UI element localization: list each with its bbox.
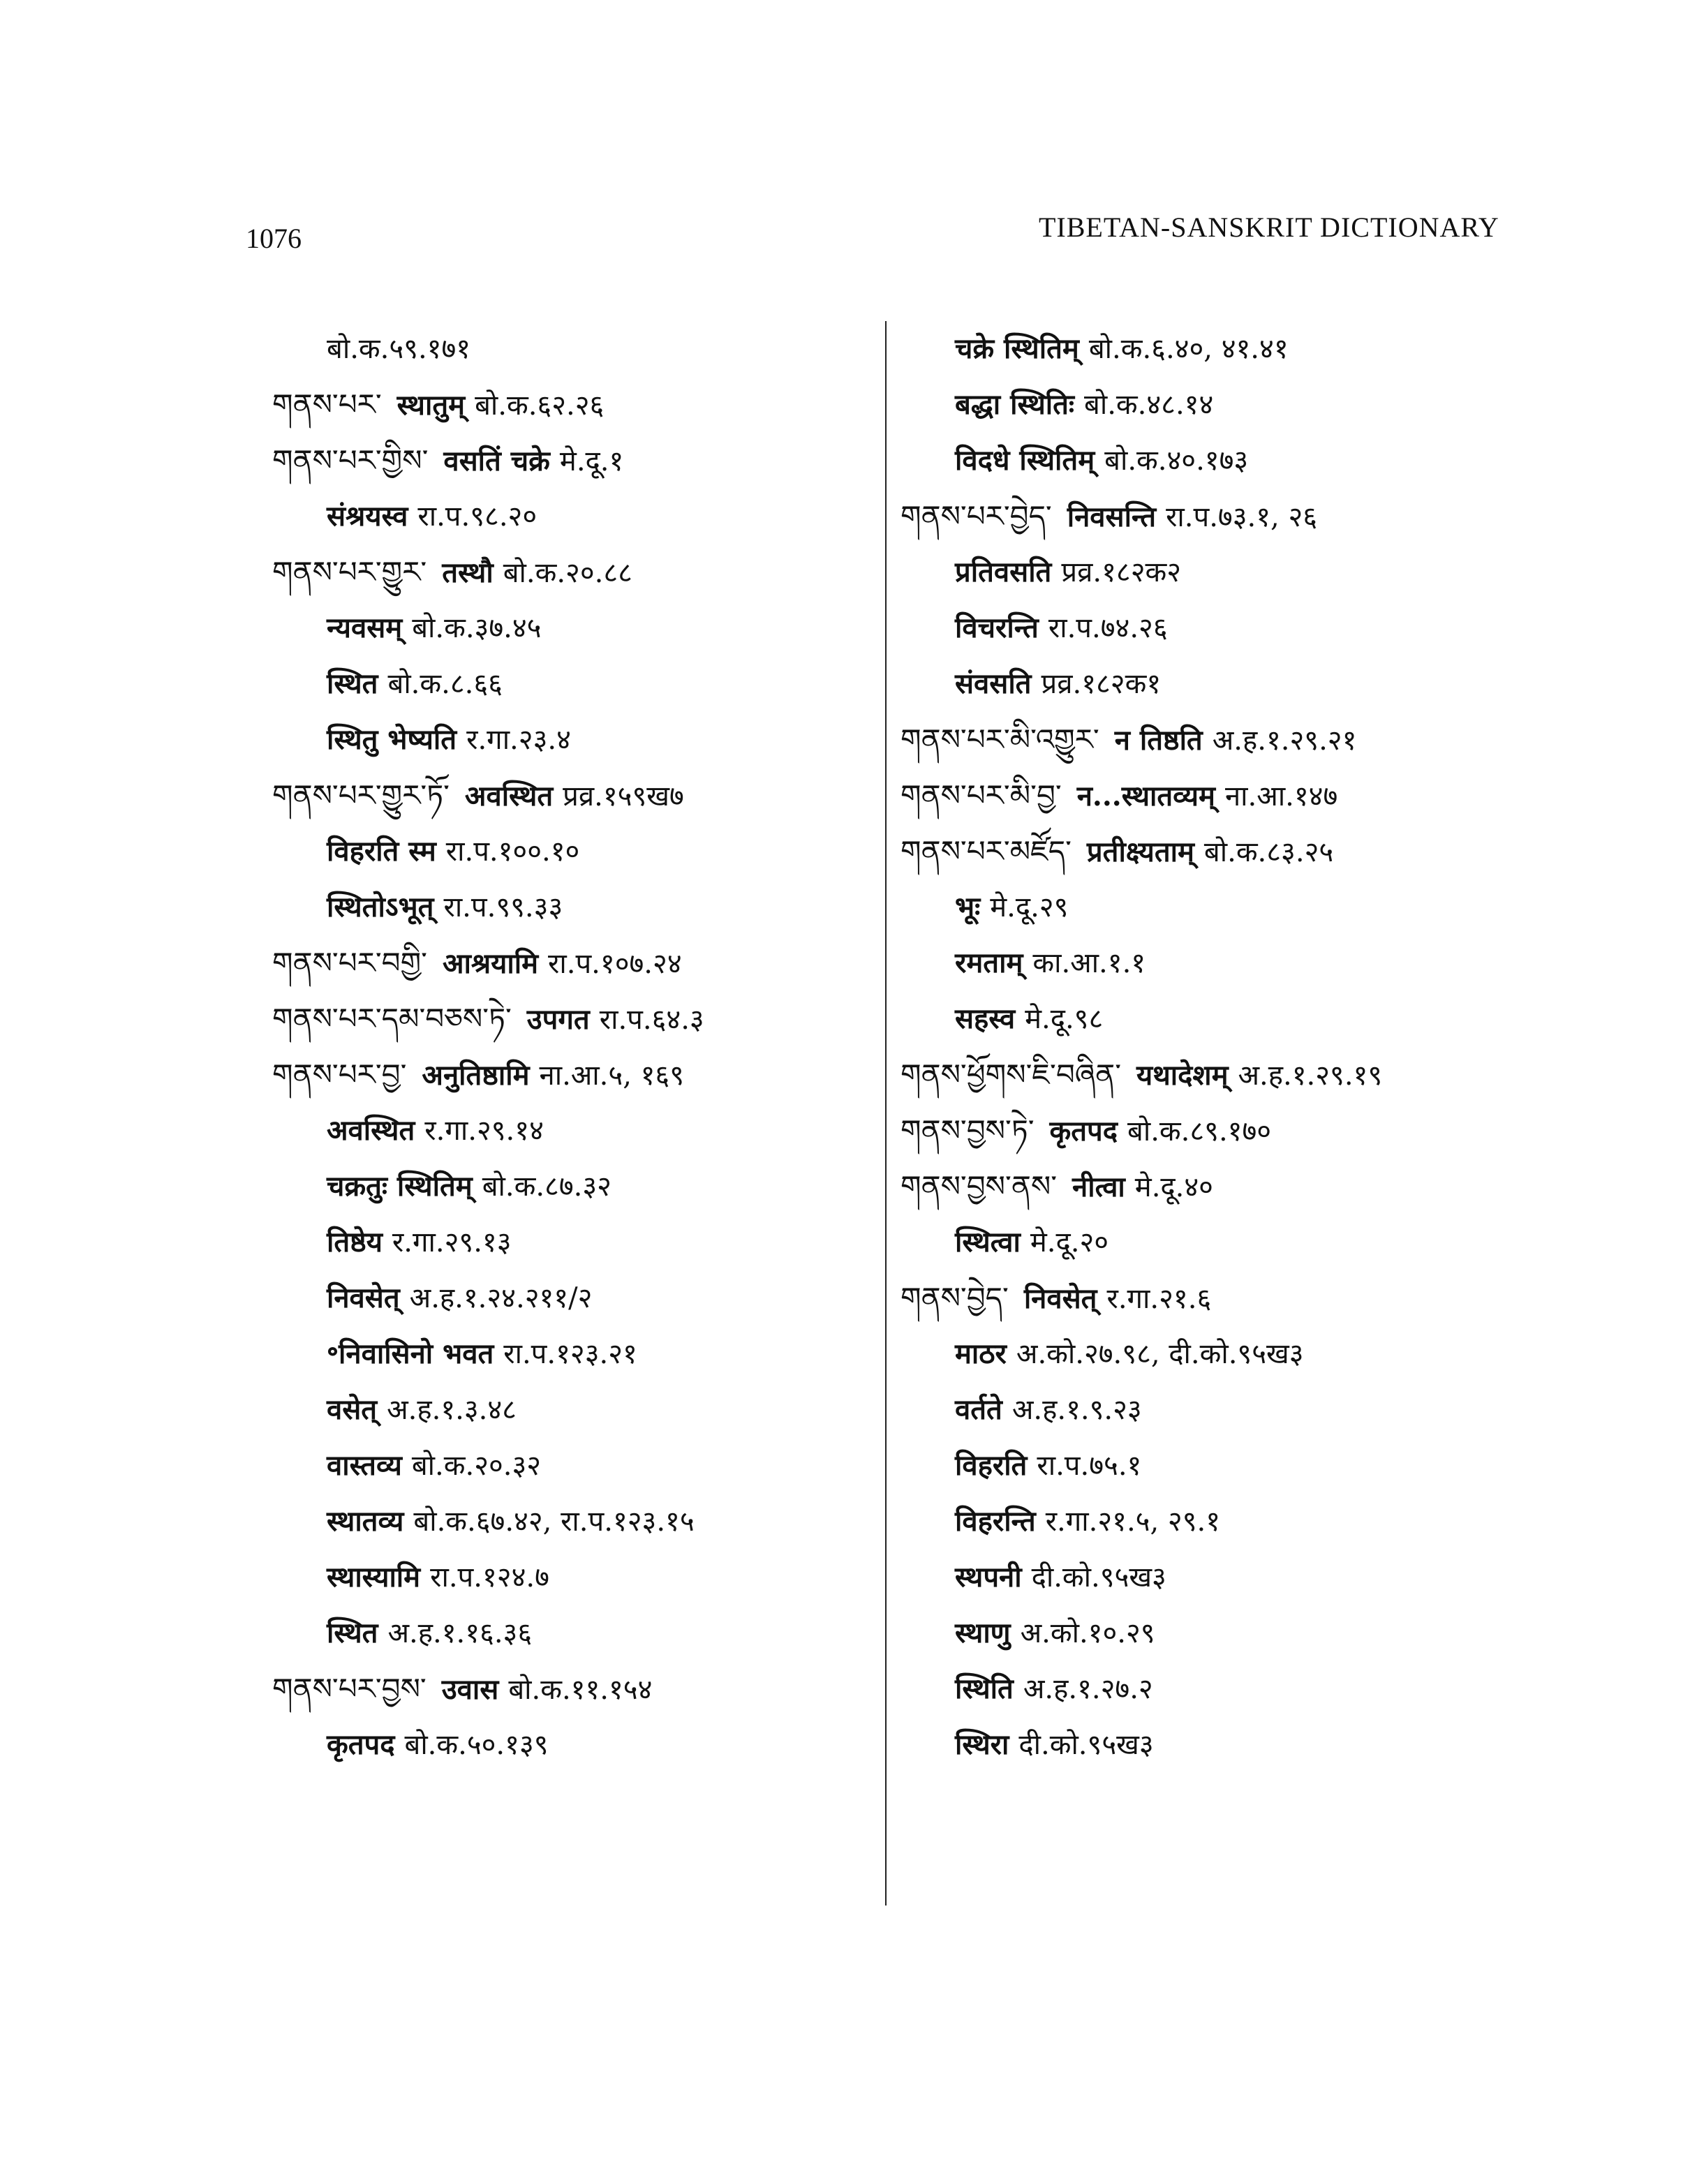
sanskrit-equivalent: आश्रयामि [442,947,539,980]
dictionary-entry [272,935,873,991]
dictionary-subentry [900,377,1599,433]
page-number: 1076 [246,223,302,254]
dictionary-entry [272,1661,873,1717]
source-reference: बो.क.४०.१७३ [1104,445,1249,477]
sanskrit-equivalent: यथादेशम् [1136,1059,1229,1092]
tibetan-headword: གནས་པར་བགྱི་ [272,946,427,980]
sanskrit-equivalent: बद्धा स्थितिः [955,388,1075,421]
sanskrit-equivalent: चक्रे स्थितिम् [955,332,1079,365]
dictionary-entry [900,1270,1599,1326]
dictionary-subentry [900,656,1599,712]
dictionary-entry [272,768,873,824]
dictionary-subentry [900,321,1599,377]
sanskrit-equivalent: कृतपद [1049,1115,1118,1147]
sanskrit-equivalent: विदधे स्थितिम् [955,444,1095,477]
dictionary-entry [272,377,873,433]
source-reference: रा.प.७३.१, २६ [1166,501,1318,533]
source-reference: बो.क.४८.१४ [1084,389,1214,421]
source-reference: मे.दू.२९ [990,891,1069,923]
dictionary-subentry [900,1494,1599,1550]
source-reference: मे.दू.९८ [1025,1003,1104,1035]
sanskrit-equivalent: स्थाणु [955,1617,1011,1649]
sanskrit-equivalent: कृतपद [327,1728,395,1761]
dictionary-entry [272,433,873,489]
dictionary-subentry [900,544,1599,600]
sanskrit-equivalent: संश्रयस्व [327,500,408,533]
sanskrit-equivalent: न तिष्ठति [1114,724,1203,757]
source-reference: र.गा.२९.१३ [392,1226,512,1258]
sanskrit-equivalent: चक्रतुः स्थितिम् [327,1170,473,1203]
source-reference: अ.को.२७.९८, दी.को.९५ख३ [1016,1338,1304,1370]
sanskrit-equivalent: सहस्व [955,1002,1016,1035]
source-reference: रा.प.७४.२६ [1048,612,1168,644]
sanskrit-equivalent: ॰निवासिनो भवत [327,1337,494,1370]
sanskrit-equivalent: वर्तते [955,1393,1002,1426]
source-reference: बो.क.३७.४५ [412,612,542,644]
sanskrit-equivalent: स्थित [327,1617,378,1649]
source-reference: र.गा.२१.६ [1106,1283,1212,1315]
source-reference: दी.को.९५ख३ [1031,1561,1166,1594]
tibetan-headword: གནས་པར་མི་འགྱུར་ [900,722,1099,757]
source-reference: प्रव्र.१८२क१ [1041,668,1162,700]
column-divider [885,321,887,1906]
dictionary-subentry [900,1661,1599,1717]
tibetan-headword: གནས་པར་བྱས་ [272,1672,427,1706]
source-reference: अ.ह.१.१६.३६ [387,1617,533,1649]
source-reference: रा.प.७५.१ [1037,1450,1142,1482]
source-reference: रा.प.१२३.२१ [503,1338,637,1370]
dictionary-entry [900,1047,1599,1103]
source-reference: मे.दू.१ [559,445,624,477]
source-reference: मे.दू.२० [1030,1226,1109,1258]
dictionary-entry [900,712,1599,768]
sanskrit-equivalent: प्रतिवसति [955,556,1052,588]
sanskrit-equivalent: उवास [441,1673,499,1706]
dictionary-subentry [900,1382,1599,1438]
dictionary-subentry [272,321,873,377]
dictionary-subentry [900,1605,1599,1661]
sanskrit-equivalent: अवस्थित [464,780,554,812]
source-reference: अ.ह.१.२७.२ [1023,1673,1153,1705]
sanskrit-equivalent: तस्थौ [442,556,494,589]
source-reference: बो.क.६२.२६ [475,389,605,422]
dictionary-subentry [272,1550,873,1605]
source-reference: अ.ह.१.२४.२११/२ [409,1282,593,1314]
source-reference: बो.क.८.६६ [387,668,503,700]
sanskrit-equivalent: निवसेत् [327,1282,400,1314]
source-reference: अ.ह.१.३.४८ [387,1394,517,1426]
tibetan-headword: གནས་བྱས་ནས་ [900,1169,1058,1203]
tibetan-headword: གནས་པར་མཛོད་ [900,834,1072,868]
source-reference: दी.को.९५ख३ [1018,1729,1154,1761]
sanskrit-equivalent: रमताम् [955,946,1023,979]
dictionary-entry [272,991,873,1047]
dictionary-entry [900,489,1599,544]
sanskrit-equivalent: माठर [955,1337,1007,1370]
sanskrit-equivalent: स्थातव्य [327,1505,404,1538]
sanskrit-equivalent: प्रतीक्ष्यताम् [1086,835,1194,868]
source-reference: बो.क.२०.८८ [503,557,632,589]
source-reference: रा.प.६४.३ [599,1004,704,1036]
source-reference: अ.ह.१.९.२३ [1011,1394,1142,1426]
dictionary-entry [900,824,1599,879]
running-title: TIBETAN-SANSKRIT DICTIONARY [1039,211,1499,243]
source-reference: बो.क.५९.१७१ [327,333,471,365]
source-reference: ना.आ.१४७ [1224,780,1338,812]
dictionary-subentry [900,935,1599,991]
tibetan-headword: གནས་པར་བྱེད་ [900,499,1052,533]
dictionary-subentry [272,1214,873,1270]
sanskrit-equivalent: स्थिति [955,1672,1014,1705]
source-reference: रा.प.९९.३३ [443,891,563,923]
source-reference: का.आ.१.१ [1032,947,1146,979]
sanskrit-equivalent: विचरन्ति [955,611,1039,644]
source-reference: अ.को.१०.२९ [1020,1617,1155,1649]
dictionary-subentry [900,600,1599,656]
tibetan-headword: གནས་པར་བྱ་ [272,1057,407,1092]
dictionary-subentry [272,600,873,656]
source-reference: र.गा.२९.१४ [424,1115,544,1147]
dictionary-entry [272,544,873,600]
dictionary-entry [900,1159,1599,1214]
sanskrit-equivalent: स्थास्यामि [327,1561,421,1594]
dictionary-subentry [272,712,873,768]
source-reference: बो.क.५०.१३९ [404,1729,549,1761]
sanskrit-equivalent: अवस्थित [327,1114,415,1147]
tibetan-headword: གནས་བྱེད་ [900,1281,1009,1315]
sanskrit-equivalent: निवसेत् [1023,1282,1097,1315]
source-reference: रा.प.१२४.७ [430,1561,549,1594]
tibetan-headword: གནས་བྱས་ཏེ་ [900,1113,1035,1147]
dictionary-subentry [272,879,873,935]
sanskrit-equivalent: भूः [955,891,981,923]
source-reference: ना.आ.५, १६९ [539,1060,685,1092]
dictionary-subentry [900,433,1599,489]
sanskrit-equivalent: स्थितु भेष्यति [327,723,457,756]
sanskrit-equivalent: विहरति [955,1449,1028,1482]
dictionary-subentry [900,879,1599,935]
dictionary-subentry [272,1382,873,1438]
sanskrit-equivalent: स्थपनी [955,1561,1022,1594]
sanskrit-equivalent: संवसति [955,667,1032,700]
dictionary-entry [900,768,1599,824]
sanskrit-equivalent: विहरति स्म [327,835,436,868]
source-reference: र.गा.२१.५, २९.१ [1045,1506,1221,1538]
dictionary-subentry [272,1103,873,1159]
sanskrit-equivalent: वसतिं चक्रे [443,445,550,477]
sanskrit-equivalent: स्थिरा [955,1728,1009,1761]
dictionary-subentry [272,1717,873,1773]
tibetan-headword: གནས་པར་དམ་བཅས་ཏེ་ [272,1002,512,1036]
sanskrit-equivalent: स्थातुम् [396,389,466,422]
source-reference: बो.क.८७.३२ [482,1171,611,1203]
source-reference: प्रव्र.१५९ख७ [563,780,684,812]
source-reference: मे.दू.४० [1134,1171,1213,1203]
dictionary-subentry [900,991,1599,1047]
source-reference: बो.क.६७.४२, रा.प.१२३.१५ [413,1506,695,1538]
source-reference: अ.ह.१.२९.२१ [1212,725,1357,757]
sanskrit-equivalent: तिष्ठेय [327,1226,383,1258]
dictionary-subentry [900,1438,1599,1494]
source-reference: र.गा.२३.४ [466,724,571,756]
sanskrit-equivalent: निवसन्ति [1067,500,1157,533]
tibetan-headword: གནས་པར་མི་བྱ་ [900,778,1062,812]
dictionary-subentry [272,489,873,544]
dictionary-subentry [272,656,873,712]
source-reference: बो.क.२०.३२ [411,1450,542,1482]
sanskrit-equivalent: स्थित [327,667,378,700]
sanskrit-equivalent: अनुतिष्ठामि [422,1059,530,1092]
dictionary-subentry [272,1438,873,1494]
dictionary-entry [900,1103,1599,1159]
sanskrit-equivalent: विहरन्ति [955,1505,1036,1538]
sanskrit-equivalent: वास्तव्य [327,1449,402,1482]
sanskrit-equivalent: उपगत [526,1003,590,1036]
source-reference: रा.प.१०७.२४ [548,948,682,980]
source-reference: प्रव्र.१८२क२ [1061,556,1182,588]
dictionary-subentry [900,1326,1599,1382]
source-reference: बो.क.८३.२५ [1203,836,1334,868]
sanskrit-equivalent: न्यवसम् [327,611,403,644]
tibetan-headword: གནས་པར་གྱིས་ [272,443,429,477]
sanskrit-equivalent: स्थित्वा [955,1226,1021,1258]
source-reference: अ.ह.१.२९.१९ [1238,1060,1383,1092]
sanskrit-equivalent: न...स्थातव्यम् [1076,780,1215,812]
source-reference: बो.क.११.१५४ [508,1674,653,1706]
source-reference: रा.प.१००.१० [445,835,580,868]
right-column [900,321,1599,1773]
dictionary-subentry [272,1326,873,1382]
tibetan-headword: གནས་ཕྱོགས་ཇི་བཞིན་ [900,1057,1122,1092]
dictionary-subentry [272,1605,873,1661]
dictionary-subentry [272,1270,873,1326]
dictionary-subentry [900,1214,1599,1270]
sanskrit-equivalent: वसेत् [327,1393,378,1426]
tibetan-headword: གནས་པར་ [272,387,382,422]
tibetan-headword: གནས་པར་གྱུར་ཏོ་ [272,778,450,812]
source-reference: बो.क.६.४०, ४१.४१ [1088,333,1289,365]
dictionary-subentry [272,1494,873,1550]
source-reference: बो.क.८९.१७० [1127,1115,1272,1147]
sanskrit-equivalent: स्थितोऽभूत् [327,891,434,923]
left-column [272,321,873,1773]
source-reference: रा.प.९८.२० [417,500,538,533]
dictionary-subentry [900,1550,1599,1605]
dictionary-subentry [272,824,873,879]
dictionary-subentry [900,1717,1599,1773]
sanskrit-equivalent: नीत्वा [1072,1171,1125,1203]
tibetan-headword: གནས་པར་གྱུར་ [272,555,427,589]
dictionary-entry [272,1047,873,1103]
dictionary-subentry [272,1159,873,1214]
